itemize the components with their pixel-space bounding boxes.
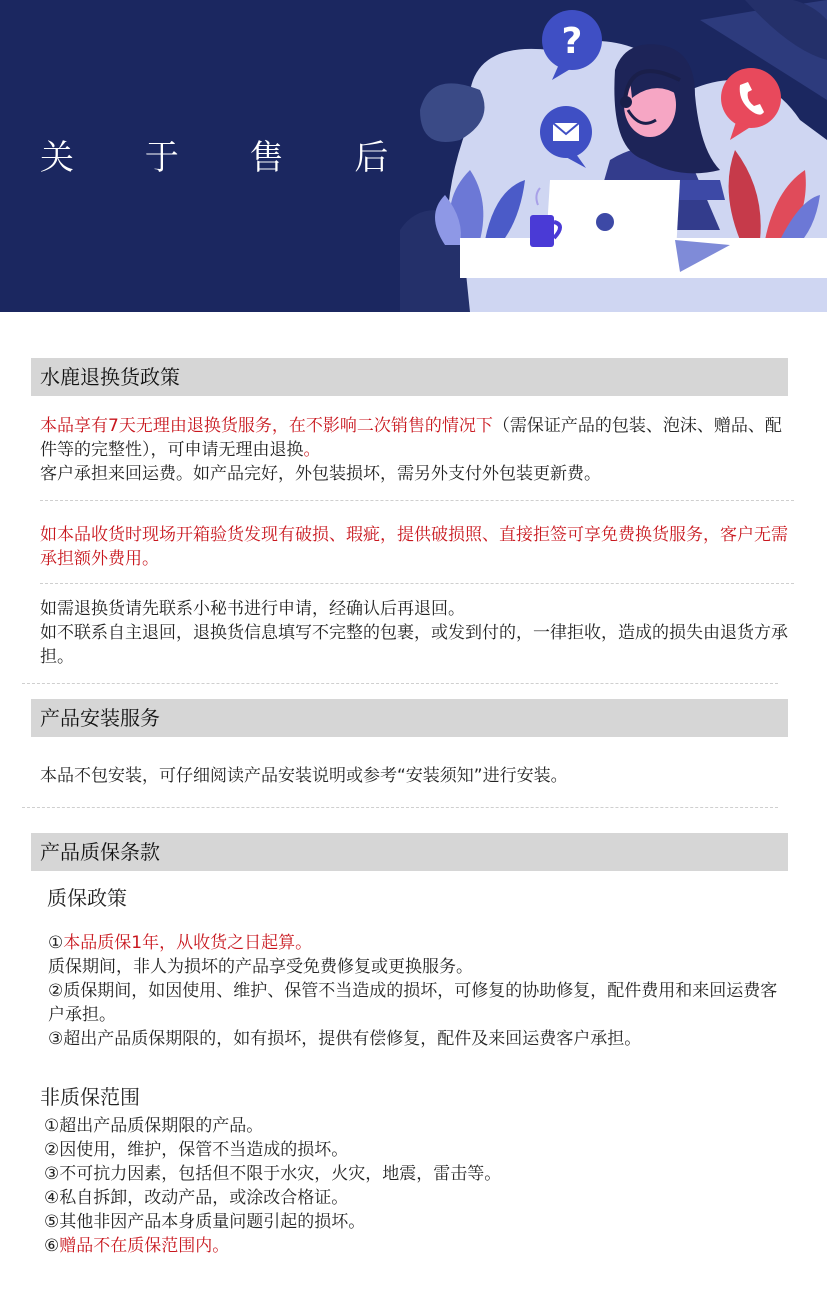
return-policy-damage-note: 如本品收货时现场开箱验货发现有破损、瑕疵，提供破损照、直接拒签可享免费换货服务，客户无需承担额外费用。 <box>40 525 788 569</box>
warranty-item2: ②质保期间，如因使用、维护、保管不当造成的损坏，可修复的协助修复，配件费用和来回运费客户承担。 <box>48 981 778 1025</box>
list-item: ①超出产品质保期限的产品。 <box>44 1116 264 1136</box>
non-warranty-list <box>44 1114 784 1258</box>
header-banner <box>0 0 827 312</box>
svg-text:?: ? <box>561 21 583 62</box>
return-policy-dot: 。 <box>303 440 321 460</box>
divider <box>22 683 778 684</box>
return-policy-highlight: 本品享有7天无理由退换货服务，在不影响二次销售的情况下 <box>40 416 493 436</box>
install-heading: 产品安装服务 <box>31 699 788 737</box>
return-rejection-line: 如不联系自主退回，退换货信息填写不完整的包裹，或发到付的，一律拒收，造成的损失由退货方承担。 <box>40 623 788 667</box>
divider <box>40 500 794 501</box>
warranty-item1-highlight: 本品质保1年，从收货之日起算。 <box>63 933 313 953</box>
return-policy-shipping-note: 客户承担来回运费。如产品完好，外包装损坏，需另外支付外包装更新费。 <box>40 464 601 484</box>
banner-title: 关 于 售 后 <box>40 138 419 178</box>
list-item: ②因使用，维护，保管不当造成的损坏。 <box>44 1140 349 1160</box>
return-procedure-line: 如需退换货请先联系小秘书进行申请，经确认后再退回。 <box>40 599 465 619</box>
warranty-item1-prefix: ① <box>48 933 64 953</box>
divider <box>40 583 794 584</box>
return-policy-paragraph-1 <box>40 414 790 486</box>
non-warranty-title: 非质保范围 <box>40 1085 140 1109</box>
list-item: ④私自拆卸，改动产品，或涂改合格证。 <box>44 1188 349 1208</box>
list-item: ⑤其他非因产品本身质量问题引起的损坏。 <box>44 1212 366 1232</box>
return-policy-paragraph-3 <box>40 597 790 669</box>
warranty-policy-list <box>48 931 788 1051</box>
warranty-heading: 产品质保条款 <box>31 833 788 871</box>
list-item: ③不可抗力因素，包括但不限于水灾，火灾，地震，雷击等。 <box>44 1164 502 1184</box>
install-text: 本品不包安装，可仔细阅读产品安装说明或参考“安装须知”进行安装。 <box>40 766 568 786</box>
warranty-policy-title: 质保政策 <box>47 886 127 910</box>
divider <box>22 807 778 808</box>
gift-exclusion-note: 赠品不在质保范围内。 <box>59 1236 230 1256</box>
warranty-item1-detail: 质保期间，非人为损坏的产品享受免费修复或更换服务。 <box>48 957 473 977</box>
return-policy-heading: 水鹿退换货政策 <box>31 358 788 396</box>
list-item-prefix: ⑥ <box>44 1236 60 1256</box>
warranty-item3: ③超出产品质保期限的，如有损坏，提供有偿修复，配件及来回运费客户承担。 <box>48 1029 642 1049</box>
return-policy-condition: （需保证产品的包装、泡沫、赠品、配件等的完整性），可申请无理由退换 <box>40 416 782 460</box>
customer-service-agent-illustration <box>400 0 827 312</box>
